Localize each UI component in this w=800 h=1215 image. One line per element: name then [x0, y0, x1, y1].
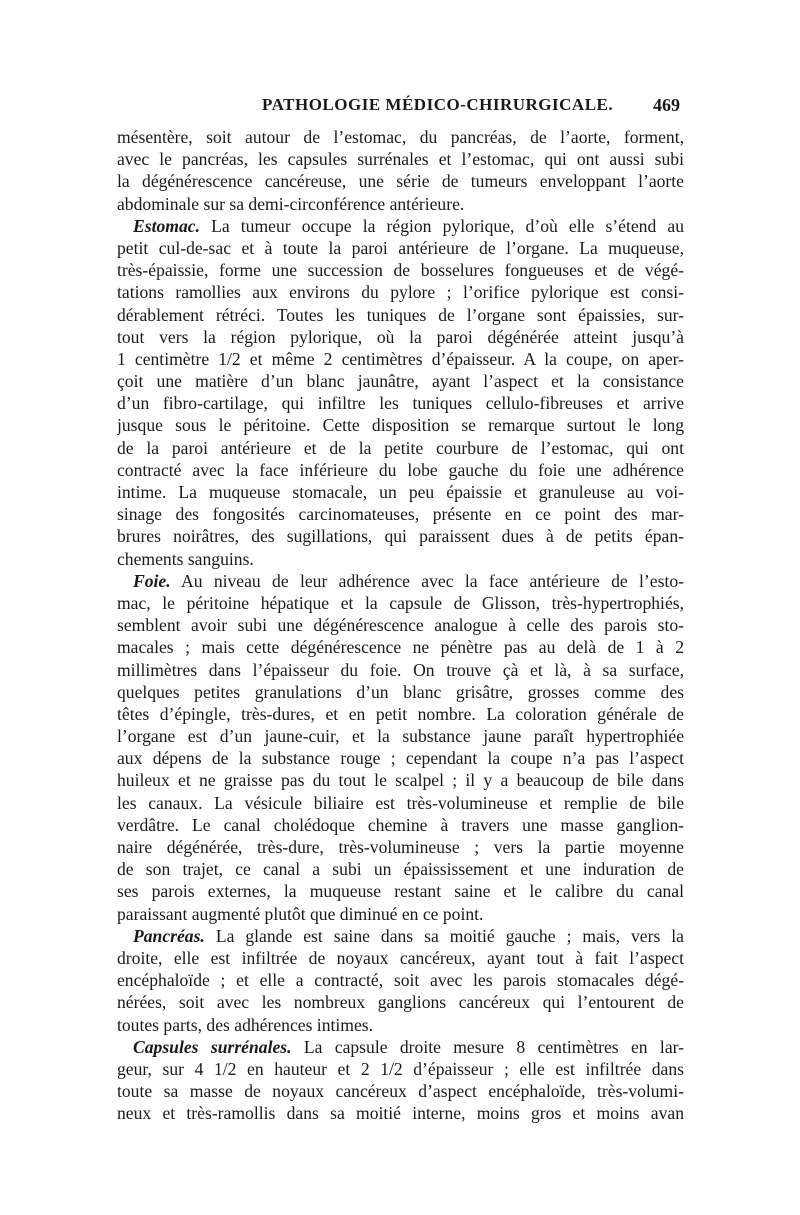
text-line [117, 215, 684, 237]
section-lead: Estomac. [133, 215, 200, 236]
line-text: Au niveau de leur adhérence avec la face antérieure de l’esto- [170, 570, 684, 591]
line-text: La tumeur occupe la région pylorique, d’où elle s’étend au [199, 215, 684, 236]
text-line [117, 193, 684, 215]
line-text: mésentère, soit autour de l’estomac, du pancréas, de l’aorte, forment, [117, 127, 684, 147]
text-line [117, 969, 684, 991]
line-text: 1 centimètre 1/2 et même 2 centimètres d’épaisseur. A la coupe, on aper- [117, 348, 684, 369]
text-line [117, 170, 684, 192]
section-lead: Foie. [133, 570, 171, 591]
text-line [117, 281, 684, 303]
text-line [117, 925, 684, 947]
text-line [117, 1014, 684, 1036]
text-line [117, 370, 684, 392]
text-line [117, 437, 684, 459]
text-line [117, 525, 684, 547]
line-text: la dégénérescence cancéreuse, une série de tumeurs enveloppant l’aorte [117, 171, 684, 192]
line-text: l’organe est d’un jaune-cuir, et la substance jaune paraît hypertrophiée [117, 726, 684, 747]
text-line [117, 703, 684, 725]
text-line [117, 880, 684, 902]
line-text: d’un fibro-cartilage, qui infiltre les tuniques cellulo-fibreuses et arrive [117, 393, 684, 414]
text-line [117, 481, 684, 503]
body-text [117, 126, 684, 1124]
line-text: paraissant augmenté plutôt que diminué en ce point. [117, 903, 484, 924]
line-text: verdâtre. Le canal cholédoque chemine à travers une masse ganglion- [117, 814, 684, 835]
line-text: neux et très-ramollis dans sa moitié interne, moins gros et moins avan [117, 1103, 684, 1124]
text-line [117, 392, 684, 414]
text-line [117, 414, 684, 436]
line-text: La capsule droite mesure 8 centimètres en lar- [291, 1036, 684, 1057]
line-text: jusque sous le péritoine. Cette disposition se remarque surtout le long [117, 415, 684, 436]
line-text: çoit une matière d’un blanc jaunâtre, ayant l’aspect et la consistance [117, 371, 684, 392]
line-text: dérablement rétréci. Toutes les tuniques de l’organe sont épaissies, sur- [117, 304, 684, 325]
text-line [117, 947, 684, 969]
line-text: huileux et ne graisse pas du tout le scalpel ; il y a beaucoup de bile dans [117, 770, 684, 791]
text-line [117, 991, 684, 1013]
line-text: les canaux. La vésicule biliaire est très-volumineuse et remplie de bile [117, 792, 684, 813]
text-line [117, 459, 684, 481]
line-text: aux dépens de la substance rouge ; cependant la coupe n’a pas l’aspect [117, 748, 684, 769]
line-text: nérées, soit avec les nombreux ganglions cancéreux qui l’entourent de [117, 992, 684, 1013]
text-line [117, 1080, 684, 1102]
text-line [117, 326, 684, 348]
text-line [117, 259, 684, 281]
line-text: macales ; mais cette dégénérescence ne pénètre pas au delà de 1 à 2 [117, 637, 684, 658]
text-line [117, 348, 684, 370]
text-line [117, 747, 684, 769]
line-text: ses parois externes, la muqueuse restant saine et le calibre du canal [117, 881, 684, 902]
line-text: têtes d’épingle, très-dures, et en petit nombre. La coloration générale de [117, 703, 684, 724]
line-text: abdominale sur sa demi-circonférence antérieure. [117, 193, 465, 214]
text-line [117, 836, 684, 858]
line-text: de la paroi antérieure et de la petite courbure de l’estomac, qui ont [117, 437, 684, 458]
line-text: semblent avoir subi une dégénérescence analogue à celle des parois sto- [117, 615, 684, 636]
text-line [117, 858, 684, 880]
text-line [117, 659, 684, 681]
line-text: tations ramollies aux environs du pylore ; l’orifice pylorique est consi- [117, 282, 684, 303]
text-line [117, 636, 684, 658]
text-line [117, 614, 684, 636]
text-line [117, 725, 684, 747]
line-text: brures noirâtres, des sugillations, qui paraissent dues à de petits épan- [117, 526, 684, 547]
text-line [117, 903, 684, 925]
text-line [117, 570, 684, 592]
text-line [117, 792, 684, 814]
line-text: toute sa masse de noyaux cancéreux d’aspect encéphaloïde, très-volumi- [117, 1081, 684, 1102]
text-line [117, 1058, 684, 1080]
text-line [117, 1036, 684, 1058]
line-text: sinage des fongosités carcinomateuses, présente en ce point des mar- [117, 504, 684, 525]
text-line [117, 548, 684, 570]
line-text: geur, sur 4 1/2 en hauteur et 2 1/2 d’épaisseur ; elle est infiltrée dans [117, 1058, 684, 1079]
line-text: contracté avec la face inférieure du lobe gauche du foie une adhérence [117, 459, 684, 480]
line-text: millimètres dans l’épaisseur du foie. On trouve çà et là, à sa surface, [117, 659, 684, 680]
text-line [117, 681, 684, 703]
text-line [117, 503, 684, 525]
line-text: droite, elle est infiltrée de noyaux cancéreux, ayant tout à fait l’aspect [117, 947, 684, 968]
line-text: toutes parts, des adhérences intimes. [117, 1014, 374, 1035]
running-title: PATHOLOGIE MÉDICO-CHIRURGICALE. [262, 95, 614, 114]
line-text: La glande est saine dans sa moitié gauche ; mais, vers la [204, 925, 684, 946]
page-header [0, 95, 680, 121]
line-text: chements sanguins. [117, 548, 254, 569]
text-line [117, 814, 684, 836]
line-text: intime. La muqueuse stomacale, un peu épaissie et granuleuse au voi- [117, 482, 684, 502]
section-lead: Capsules surrénales. [133, 1036, 292, 1057]
line-text: quelques petites granulations d’un blanc grisâtre, grosses comme des [117, 681, 684, 702]
text-line [117, 769, 684, 791]
section-lead: Pancréas. [133, 925, 205, 946]
text-line [117, 304, 684, 326]
text-line [117, 592, 684, 614]
line-text: très-épaissie, forme une succession de bosselures fongueuses et de végé- [117, 260, 684, 281]
line-text: mac, le péritoine hépatique et la capsule de Glisson, très-hypertrophiés, [117, 592, 684, 613]
line-text: encéphaloïde ; et elle a contracté, soit avec les parois stomacales dégé- [117, 970, 684, 991]
text-line [117, 148, 684, 170]
line-text: naire dégénérée, très-dure, très-volumineuse ; vers la partie moyenne [117, 837, 684, 857]
page-number: 469 [653, 95, 680, 115]
text-line [117, 237, 684, 259]
line-text: tout vers la région pylorique, où la paroi dégénérée atteint jusqu’à [117, 326, 684, 347]
line-text: de son trajet, ce canal a subi un épaississement et une induration de [117, 859, 684, 880]
text-line [117, 1102, 684, 1124]
line-text: avec le pancréas, les capsules surrénales et l’estomac, qui ont aussi subi [117, 149, 684, 170]
text-line [117, 126, 684, 148]
line-text: petit cul-de-sac et à toute la paroi antérieure de l’organe. La muqueuse, [117, 237, 684, 258]
